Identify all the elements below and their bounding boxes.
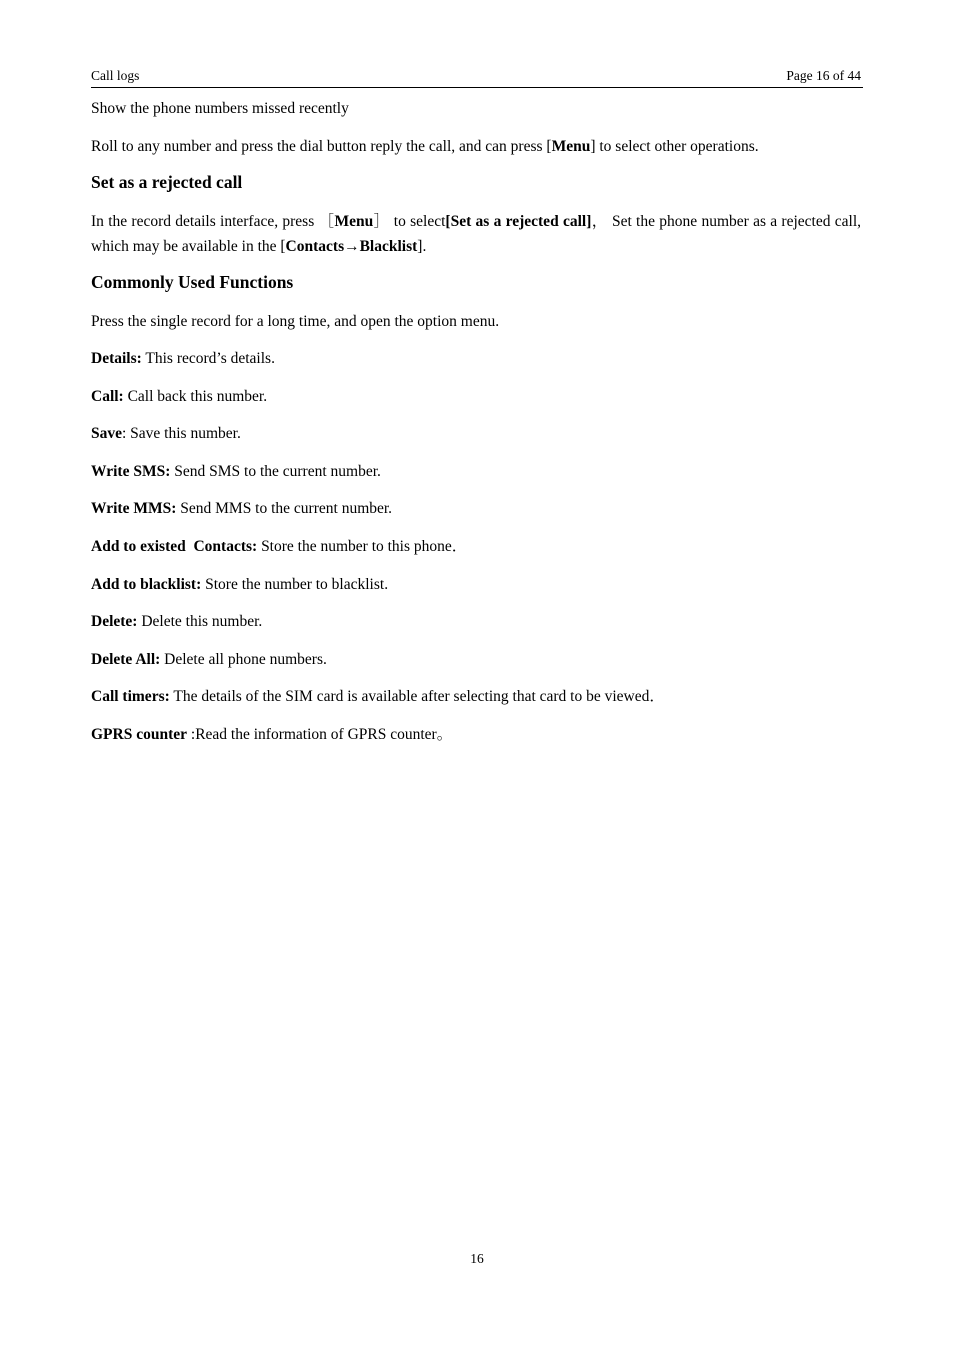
rejected-menu-key: Menu: [334, 213, 374, 230]
function-item-call-timers: [91, 684, 861, 709]
rejected-text-a: In the record details interface, press ［: [91, 213, 335, 230]
function-item-gprs-counter: [91, 722, 861, 747]
function-term: Delete:: [91, 613, 138, 630]
function-item-save: [91, 421, 861, 446]
missed-numbers-text: Show the phone numbers missed recently: [91, 100, 349, 117]
function-term: Write MMS:: [91, 500, 177, 517]
rejected-text-c: ， Set the phone number as a rejected call, which may be available in the [: [91, 213, 862, 255]
function-desc: Call back this number.: [123, 388, 268, 405]
roll-text-a: Roll to any number and press the dial button reply the call, and can press [: [91, 138, 552, 155]
function-desc: Send MMS to the current number.: [176, 500, 393, 517]
functions-heading: Commonly Used Functions: [91, 272, 294, 292]
function-desc: Delete this number.: [137, 613, 263, 630]
rejected-text-b: ］ to select: [373, 213, 446, 230]
page-header: [91, 67, 863, 88]
function-term: Call timers:: [91, 688, 170, 705]
function-term: Save: [91, 425, 122, 442]
function-item-delete: [91, 609, 861, 634]
function-item-add-blacklist: [91, 572, 861, 597]
header-section-title: Call logs: [91, 68, 140, 83]
functions-intro: Press the single record for a long time, and open the option menu.: [91, 313, 500, 330]
function-desc: Delete all phone numbers.: [160, 651, 327, 668]
function-term: Call:: [91, 388, 124, 405]
function-term: Write SMS:: [91, 463, 171, 480]
function-term: GPRS counter: [91, 726, 188, 743]
function-term: Add to existed Contacts:: [91, 538, 258, 555]
function-item-delete-all: [91, 647, 861, 672]
function-item-write-sms: [91, 459, 861, 484]
function-item-call: [91, 384, 861, 409]
function-term: Add to blacklist:: [91, 576, 202, 593]
rejected-call-heading: Set as a rejected call: [91, 172, 243, 192]
function-desc: This record’s details.: [141, 350, 275, 367]
function-desc: Store the number to this phone．: [257, 538, 468, 555]
function-desc: :Read the information of GPRS counter。: [187, 726, 453, 743]
blacklist-path: Contacts→Blacklist: [285, 238, 418, 255]
function-desc: The details of the SIM card is available after selecting that card to be viewed．: [169, 688, 665, 705]
function-term: Details:: [91, 350, 142, 367]
rejected-option: [Set as a rejected call]: [445, 213, 592, 230]
function-desc: Send SMS to the current number.: [170, 463, 381, 480]
function-desc: : Save this number.: [122, 425, 241, 442]
roll-menu-key: Menu: [551, 138, 591, 155]
rejected-text-d: ].: [417, 238, 427, 255]
page-number: 16: [470, 1251, 484, 1266]
function-term: Delete All:: [91, 651, 161, 668]
function-item-details: [91, 346, 861, 371]
function-item-add-contacts: [91, 534, 861, 559]
header-page-label: Page 16 of 44: [786, 68, 861, 83]
roll-instruction: [91, 134, 861, 159]
rejected-call-text: [91, 209, 861, 259]
function-desc: Store the number to blacklist.: [201, 576, 389, 593]
document-page: [91, 0, 863, 1351]
function-item-write-mms: [91, 496, 861, 521]
roll-text-b: ] to select other operations.: [590, 138, 759, 155]
